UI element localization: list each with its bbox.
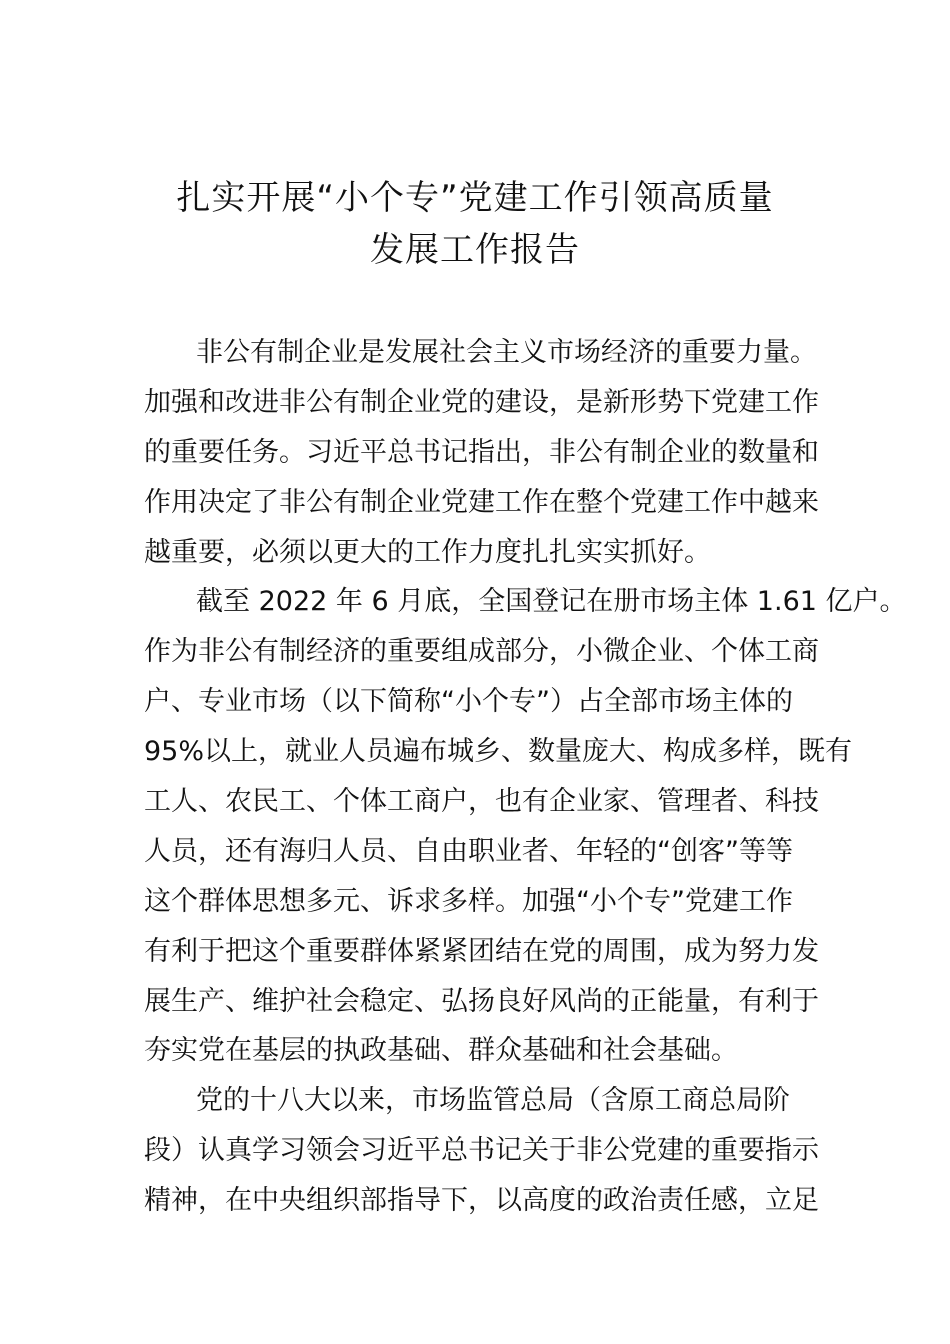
paragraph-2-line: 工人、农民工、个体工商户，也有企业家、管理者、科技 (144, 786, 819, 818)
title-line-2: 发展工作报告 (370, 230, 580, 270)
paragraph-2-line: 有利于把这个重要群体紧紧团结在党的周围，成为努力发 (144, 935, 819, 967)
paragraph-2-line: 截至 2022 年 6 月底，全国登记在册市场主体 1.61 亿户。 (196, 586, 907, 618)
paragraph-2-line: 夯实党在基层的执政基础、群众基础和社会基础。 (144, 1035, 738, 1067)
title-line-1: 扎实开展“小个专”党建工作引领高质量 (176, 178, 774, 218)
paragraph-3-line: 段）认真学习领会习近平总书记关于非公党建的重要指示 (144, 1135, 819, 1167)
paragraph-1-line: 加强和改进非公有制企业党的建设，是新形势下党建工作 (144, 386, 819, 418)
document-title (120, 172, 830, 276)
paragraph-2-line: 95%以上，就业人员遍布城乡、数量庞大、构成多样，既有 (144, 736, 853, 768)
paragraph-2-line: 这个群体思想多元、诉求多样。加强“小个专”党建工作 (144, 885, 793, 917)
paragraph-2-line: 户、专业市场（以下简称“小个专”）占全部市场主体的 (144, 686, 793, 718)
paragraph-3-line: 党的十八大以来，市场监管总局（含原工商总局阶 (196, 1085, 790, 1117)
document-body (144, 328, 907, 1226)
paragraph-2-line: 作为非公有制经济的重要组成部分，小微企业、个体工商 (144, 636, 819, 668)
paragraph-1-line: 作用决定了非公有制企业党建工作在整个党建工作中越来 (144, 486, 819, 518)
paragraph-3-line: 精神，在中央组织部指导下，以高度的政治责任感，立足 (144, 1185, 819, 1217)
paragraph-1-line: 越重要，必须以更大的工作力度扎扎实实抓好。 (144, 536, 711, 568)
paragraph-1-line: 非公有制企业是发展社会主义市场经济的重要力量。 (196, 337, 817, 368)
paragraph-1-line: 的重要任务。习近平总书记指出，非公有制企业的数量和 (144, 436, 819, 468)
paragraph-2-line: 人员，还有海归人员、自由职业者、年轻的“创客”等等 (144, 835, 793, 867)
paragraph-2-line: 展生产、维护社会稳定、弘扬良好风尚的正能量，有利于 (144, 985, 819, 1017)
